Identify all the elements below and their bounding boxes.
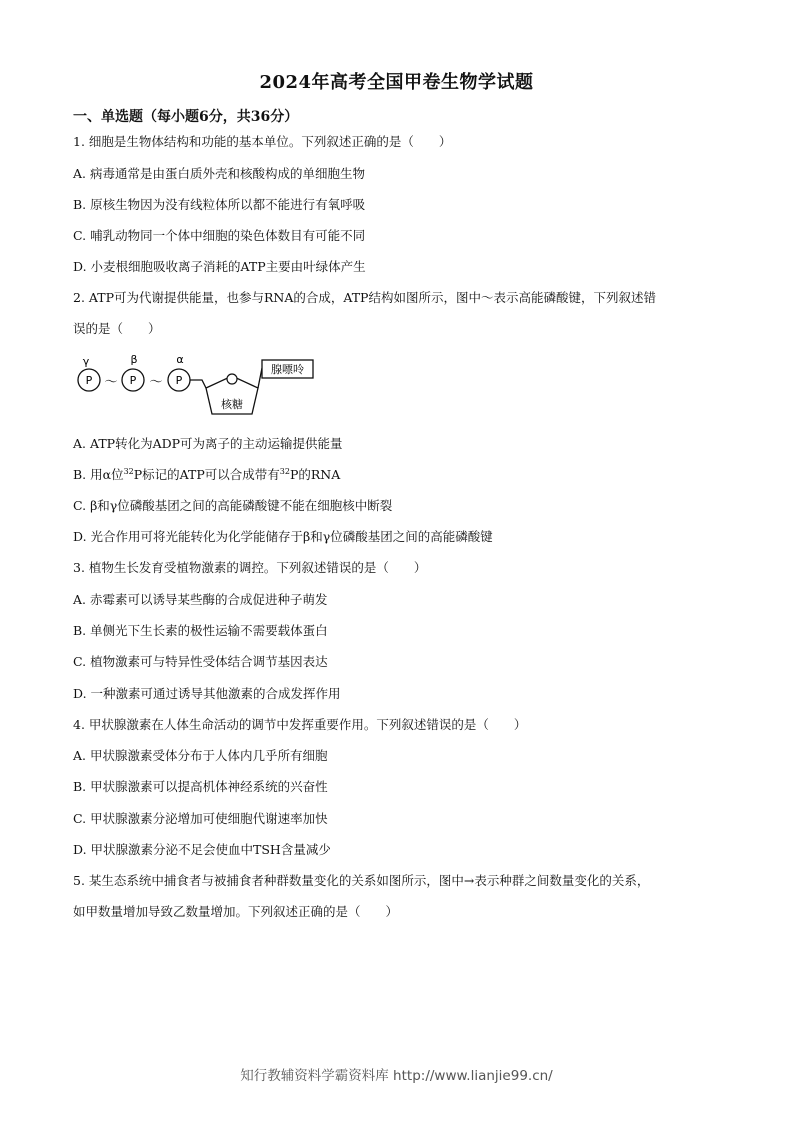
q3-option-d: D. 一种激素可通过诱导其他激素的合成发挥作用	[73, 686, 341, 701]
adenine-label: 腺嘌呤	[271, 363, 304, 376]
q5-stem-line1: 5. 某生态系统中捕食者与被捕食者种群数量变化的关系如图所示，图中→表示种群之间数量变化的关系，	[73, 873, 650, 888]
beta-label: β	[130, 353, 138, 366]
q4-option-d: D. 甲状腺激素分泌不足会使血中TSH含量减少	[73, 842, 331, 857]
q2-stem-line1: 2. ATP可为代谢提供能量，也参与RNA的合成，ATP结构如图所示，图中～表示高能磷酸键，下列叙述错	[73, 290, 656, 305]
q2-option-b-text-3: P的RNA	[289, 467, 341, 482]
high-energy-bond-1: ～	[104, 375, 118, 390]
isotope-mass-1: 32	[123, 467, 134, 476]
q3-option-a: A. 赤霉素可以诱导某些酶的合成促进种子萌发	[73, 592, 328, 607]
q1-stem: 1. 细胞是生物体结构和功能的基本单位。下列叙述正确的是（ ）	[73, 134, 452, 149]
q3-option-b: B. 单侧光下生长素的极性运输不需要载体蛋白	[73, 623, 328, 638]
page-title: 2024年高考全国甲卷生物学试题	[259, 72, 534, 93]
q4-option-a: A. 甲状腺激素受体分布于人体内几乎所有细胞	[73, 748, 328, 763]
q5-stem-line2: 如甲数量增加导致乙数量增加。下列叙述正确的是（ ）	[73, 904, 399, 919]
section-heading: 一、单选题（每小题6分，共36分）	[73, 109, 299, 125]
q1-option-a: A. 病毒通常是由蛋白质外壳和核酸构成的单细胞生物	[73, 166, 365, 181]
ring-oxygen-icon	[227, 374, 237, 384]
footer-watermark: 知行教辅资料学霸资料库 http://www.lianjie99.cn/	[240, 1068, 553, 1084]
q2-option-b-text-1: B. 用α位	[73, 467, 124, 482]
ribose-label: 核糖	[221, 398, 243, 411]
q2-option-b-text-2: P标记的ATP可以合成带有	[133, 467, 280, 482]
q4-option-b: B. 甲状腺激素可以提高机体神经系统的兴奋性	[73, 779, 328, 794]
q2-option-d: D. 光合作用可将光能转化为化学能储存于β和γ位磷酸基团之间的高能磷酸键	[73, 529, 493, 544]
phosphate-gamma-label: P	[85, 374, 93, 387]
q2-option-b	[73, 467, 340, 483]
phosphate-alpha-label: P	[175, 374, 183, 387]
q1-option-d: D. 小麦根细胞吸收离子消耗的ATP主要由叶绿体产生	[73, 259, 366, 274]
atp-structure-diagram	[74, 352, 324, 420]
high-energy-bond-2: ～	[149, 375, 163, 390]
q4-option-c: C. 甲状腺激素分泌增加可使细胞代谢速率加快	[73, 811, 328, 826]
isotope-mass-2: 32	[279, 467, 290, 476]
gamma-label: γ	[82, 355, 90, 368]
phosphate-ribose-bond	[190, 380, 206, 388]
alpha-label: α	[176, 353, 184, 366]
phosphate-beta-label: P	[129, 374, 137, 387]
q3-option-c: C. 植物激素可与特异性受体结合调节基因表达	[73, 654, 328, 669]
q2-option-c: C. β和γ位磷酸基团之间的高能磷酸键不能在细胞核中断裂	[73, 498, 393, 513]
q3-stem: 3. 植物生长发育受植物激素的调控。下列叙述错误的是（ ）	[73, 560, 427, 575]
q1-option-c: C. 哺乳动物同一个体中细胞的染色体数目有可能不同	[73, 228, 366, 243]
q2-stem-line2: 误的是（ ）	[73, 321, 161, 336]
q4-stem: 4. 甲状腺激素在人体生命活动的调节中发挥重要作用。下列叙述错误的是（ ）	[73, 717, 527, 732]
q2-option-a: A. ATP转化为ADP可为离子的主动运输提供能量	[73, 436, 343, 451]
q1-option-b: B. 原核生物因为没有线粒体所以都不能进行有氧呼吸	[73, 197, 366, 212]
